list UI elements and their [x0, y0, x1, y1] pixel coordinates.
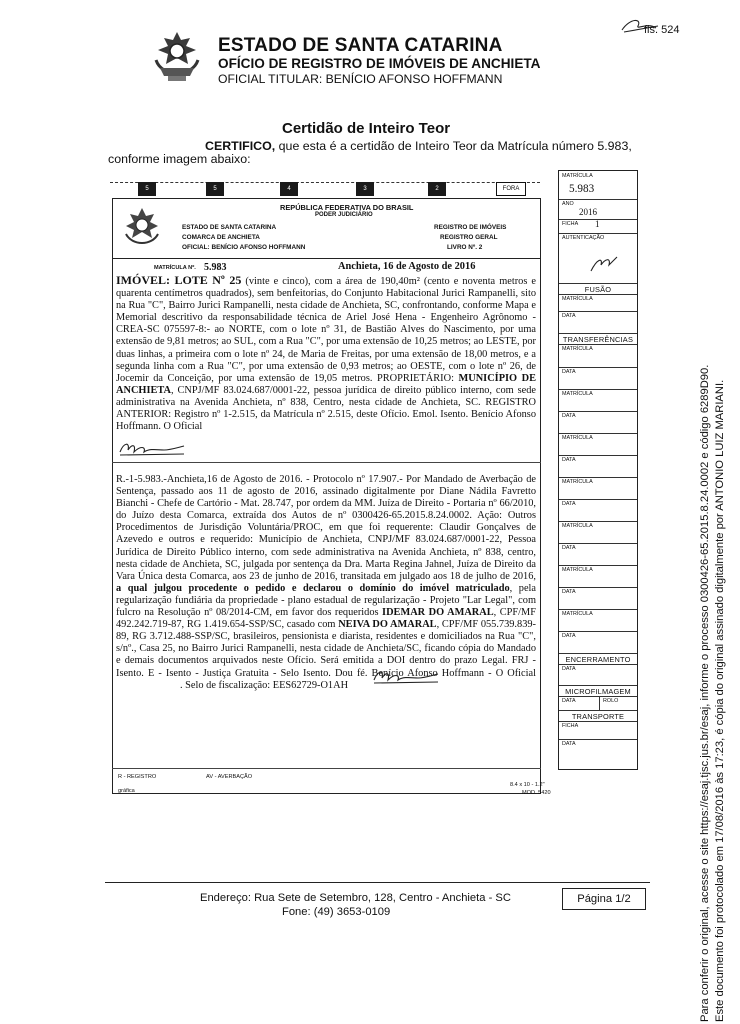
- form-tab: 5: [206, 182, 224, 196]
- sidebar-transferencias: TRANSFERÊNCIAS: [562, 335, 634, 344]
- sidebar-transporte-ficha: FICHA: [562, 723, 579, 729]
- form-tab: 4: [280, 182, 298, 196]
- republic-coat-of-arms: [122, 206, 162, 250]
- republic-label: REPÚBLICA FEDERATIVA DO BRASIL: [280, 203, 414, 212]
- certificate-statement-cont: conforme imagem abaixo:: [108, 152, 251, 166]
- sidebar-fusao-data: DATA: [562, 313, 576, 319]
- form-tab: 3: [356, 182, 374, 196]
- sidebar-t1-data: DATA: [562, 369, 576, 375]
- sidebar-ficha: 1: [595, 219, 600, 229]
- sidebar-microfilmagem: MICROFILMAGEM: [565, 687, 631, 696]
- form-officer: OFICIAL: BENÍCIO AFONSO HOFFMANN: [182, 244, 306, 251]
- state-coat-of-arms: [150, 30, 204, 86]
- imovel-description: [116, 274, 536, 450]
- sidebar-matricula-label: MATRÍCULA: [562, 173, 593, 179]
- certificate-statement: [205, 139, 632, 153]
- digital-signature-note: [699, 12, 740, 1022]
- sidebar-t1-matricula: MATRÍCULA: [562, 346, 593, 352]
- sidebar-matricula: 5.983: [569, 183, 595, 195]
- officer-signature-icon: [118, 440, 188, 458]
- sidebar-ano: 2016: [579, 207, 597, 217]
- office-title: OFÍCIO DE REGISTRO DE IMÓVEIS DE ANCHIETA: [218, 56, 541, 71]
- imovel-text: (vinte e cinco), com a área de 190,40m² (cento e noventa metros e quarenta centímetros quadrados), sem benfeitorias, do Conjunto Habitacional Jurici Rampanelli, sito na Rua "C", Bairro Jurici Rampanelli, nesta cidade de Anchieta, SC, confrontando, conforme Mapa e Memorial descritivo da responsabilidade técnica de Ariel José Hena - Engenheiro Agrônomo - CREA-SC 075597-8:- ao NORTE, com o lote nº 31, de Bastião Alves do Nascimento, por uma extensão de 9,81 metros; ao SUL, com a Rua "C", por uma extensão de 10,25 metros; ao LESTE, por duas linhas, a primeira com o lote nº 24, de Maria de Freitas, por uma extensão de 18,00 metros, e a segunda linha com a Rua "C", por uma extensão de 0,93 metros; ao OESTE, com o lote nº 26, de Jocemir da Conceição, por uma extensão de 19,05 metros. PROPRIETÁRIO:: [116, 276, 536, 384]
- imovel-lead: IMÓVEL: LOTE Nº 25: [116, 273, 242, 287]
- r1-text-c: , CPF/MF 492.242.719-87, RG 1.419.654-SSP/SC, casado com: [116, 607, 536, 631]
- r1-beneficiary-2: NEIVA DO AMARAL: [338, 619, 437, 631]
- sidebar-ano-label: ANO: [562, 201, 574, 207]
- page-indicator: Página 1/2: [562, 888, 646, 910]
- sidebar-t6-matricula: MATRÍCULA: [562, 567, 593, 573]
- sidebar-t2-data: DATA: [562, 413, 576, 419]
- registro-r1: [116, 474, 536, 700]
- sidebar-ficha-label: FICHA: [562, 221, 579, 227]
- authentication-signature-icon: [589, 253, 619, 275]
- sidebar-t2-matricula: MATRÍCULA: [562, 391, 593, 397]
- sidebar-t6-data: DATA: [562, 589, 576, 595]
- matricula-number: 5.983: [204, 262, 227, 273]
- r1-text-b: , pela regularização fundiária da propriedade - plano estadual de regularização - Projeto "Lar Legal", com fulcro na Resolução nº 08/2014-CM, em favor dos requeridos: [116, 582, 536, 619]
- page-number-text: fls. 524: [644, 24, 680, 36]
- form-model: MOD. 5420: [522, 790, 551, 796]
- footer-address: Endereço: Rua Sete de Setembro, 128, Centro - Anchieta - SC: [200, 892, 511, 904]
- legend-averbacao: AV - AVERBAÇÃO: [206, 774, 253, 780]
- sidebar-t3-matricula: MATRÍCULA: [562, 435, 593, 441]
- owner-name: MUNICÍPIO DE ANCHIETA: [116, 372, 536, 396]
- officer-name: OFICIAL TITULAR: BENÍCIO AFONSO HOFFMANN: [218, 72, 503, 86]
- officer-signature-2-icon: [372, 668, 442, 686]
- certificate-lead: CERTIFICO,: [205, 139, 276, 153]
- form-county: COMARCA DE ANCHIETA: [182, 234, 260, 241]
- sidebar-t4-matricula: MATRÍCULA: [562, 479, 593, 485]
- r1-text-d: , CPF/MF 055.739.839-89, RG 3.712.488-SSP/SC, brasileiros, pensionista e diarista, residentes e domiciliados na Rua "C", s/nº., Casa 25, no Bairro Jurici Rampanelli, nesta cidade de Anchieta/SC, ficando cópia do Mandado e demais documentos arquivados neste Ofício. Será emitida a DOI dentro do prazo Legal. FRJ - Isento. E - Isento - Justiça Gratuita - Selo Isento. Dou fé. Benício Afonso Hoffmann - O Oficial: [116, 619, 536, 679]
- sidebar-t7-matricula: MATRÍCULA: [562, 611, 593, 617]
- sidebar-autenticacao-label: AUTENTICAÇÃO: [562, 235, 605, 241]
- sidebar-t5-data: DATA: [562, 545, 576, 551]
- sidebar-fusao-matricula: MATRÍCULA: [562, 296, 593, 302]
- sidebar-fusao: FUSÃO: [584, 285, 612, 294]
- sidebar-t4-data: DATA: [562, 501, 576, 507]
- form-state: ESTADO DE SANTA CATARINA: [182, 224, 277, 231]
- form-tab: FORA: [496, 182, 526, 196]
- matricula-label: MATRÍCULA Nº.: [154, 265, 196, 271]
- r1-text-e: . Selo de fiscalização: EES62729-O1AH: [180, 679, 349, 691]
- sidebar-t3-data: DATA: [562, 457, 576, 463]
- form-registry: REGISTRO DE IMÓVEIS: [434, 224, 507, 231]
- form-printer: gráfica: [118, 788, 135, 794]
- digital-signature-line-2: Para conferir o original, acesse o site https://esaj.tjsc.jus.br/esaj, informe o processo 0300426-65.2015.8.24.0002 e código 6289D90.: [699, 364, 711, 1022]
- form-tab: 2: [428, 182, 446, 196]
- state-title: ESTADO DE SANTA CATARINA: [218, 35, 503, 56]
- sidebar-encerramento: ENCERRAMENTO: [565, 655, 631, 664]
- sidebar-t5-matricula: MATRÍCULA: [562, 523, 593, 529]
- form-book: LIVRO Nº. 2: [447, 244, 483, 251]
- sidebar-encerramento-data: DATA: [562, 666, 576, 672]
- certificate-text1: que esta é a certidão de Inteiro Teor da Matrícula número 5.983,: [275, 139, 632, 153]
- sidebar-transporte-data: DATA: [562, 741, 576, 747]
- r1-beneficiary-1: IDEMAR DO AMARAL: [382, 607, 494, 619]
- sidebar-t7-data: DATA: [562, 633, 576, 639]
- certificate-title: Certidão de Inteiro Teor: [282, 120, 451, 137]
- r1-text-a: R.-1-5.983.-Anchieta,16 de Agosto de 2016. - Protocolo nº 17.907.- Por Mandado de Averbação de Sentença, passado aos 11 de agosto de 2016, assinado digitalmente por Diane Nádila Favretto Bianchi - Chefe de Cartório - Mat. 28.747, por ordem da MM. Juíza de Direito - Portaria nº 66/2010, do Juízo desta Comarca, extraída dos Autos de nº 0300426-65.2015.8.24.0002. Ação: Outros Procedimentos de Jurisdição Voluntária/PROC, em que foi requerente: Claudir Gonçalves de Azevedo e outros e requerido: Município de Anchieta, CNPJ/MF 83.024.687/0001-22, Pessoa Jurídica de Direito Público interno, com sede administrativa na Avenida Anchieta, nº 838, centro, nesta cidade de Anchieta, SC, julgada por sentença da Dra. Marta Regina Jahnel, Juíza de Direito da Vara Única desta Comarca, aos 23 de junho de 2016, transitada em julgado aos 18 de julho de 2016,: [116, 474, 536, 582]
- sidebar-transporte: TRANSPORTE: [571, 712, 625, 721]
- sidebar-micro-rolo: ROLO: [603, 698, 619, 704]
- sidebar-micro-data: DATA: [562, 698, 576, 704]
- footer-phone: Fone: (49) 3653-0109: [282, 906, 391, 918]
- digital-signature-line-1: Este documento foi protocolado em 17/08/2016 às 17:23, é cópia do original assinado digitalmente por ANTONIO LUIZ MARIANI.: [714, 379, 726, 1022]
- judiciary-label: PODER JUDICIÁRIO: [315, 212, 373, 218]
- matricula-form-image: [110, 170, 650, 820]
- r1-decision: a qual julgou procedente o pedido e declarou o domínio do imóvel matriculado: [116, 582, 510, 594]
- form-sidebar: [558, 170, 638, 770]
- form-size: 8.4 x 10 - 1.2": [510, 782, 545, 788]
- owner-text: , CNPJ/MF 83.024.687/0001-22, pessoa jurídica de direito público interno, com sede administrativa na Avenida Anchieta, nº 838, Centro, nesta cidade de Anchieta, SC. REGISTRO ANTERIOR: Registro nº 1-2.515, da Matrícula nº 2.515, deste Ofício. Emol. Isento. Benício Afonso Hoffmann. O Oficial: [116, 384, 536, 433]
- legend-registro: R - REGISTRO: [118, 774, 157, 780]
- matricula-date: Anchieta, 16 de Agosto de 2016: [338, 261, 476, 272]
- form-tab: 5: [138, 182, 156, 196]
- form-general: REGISTRO GERAL: [440, 234, 498, 241]
